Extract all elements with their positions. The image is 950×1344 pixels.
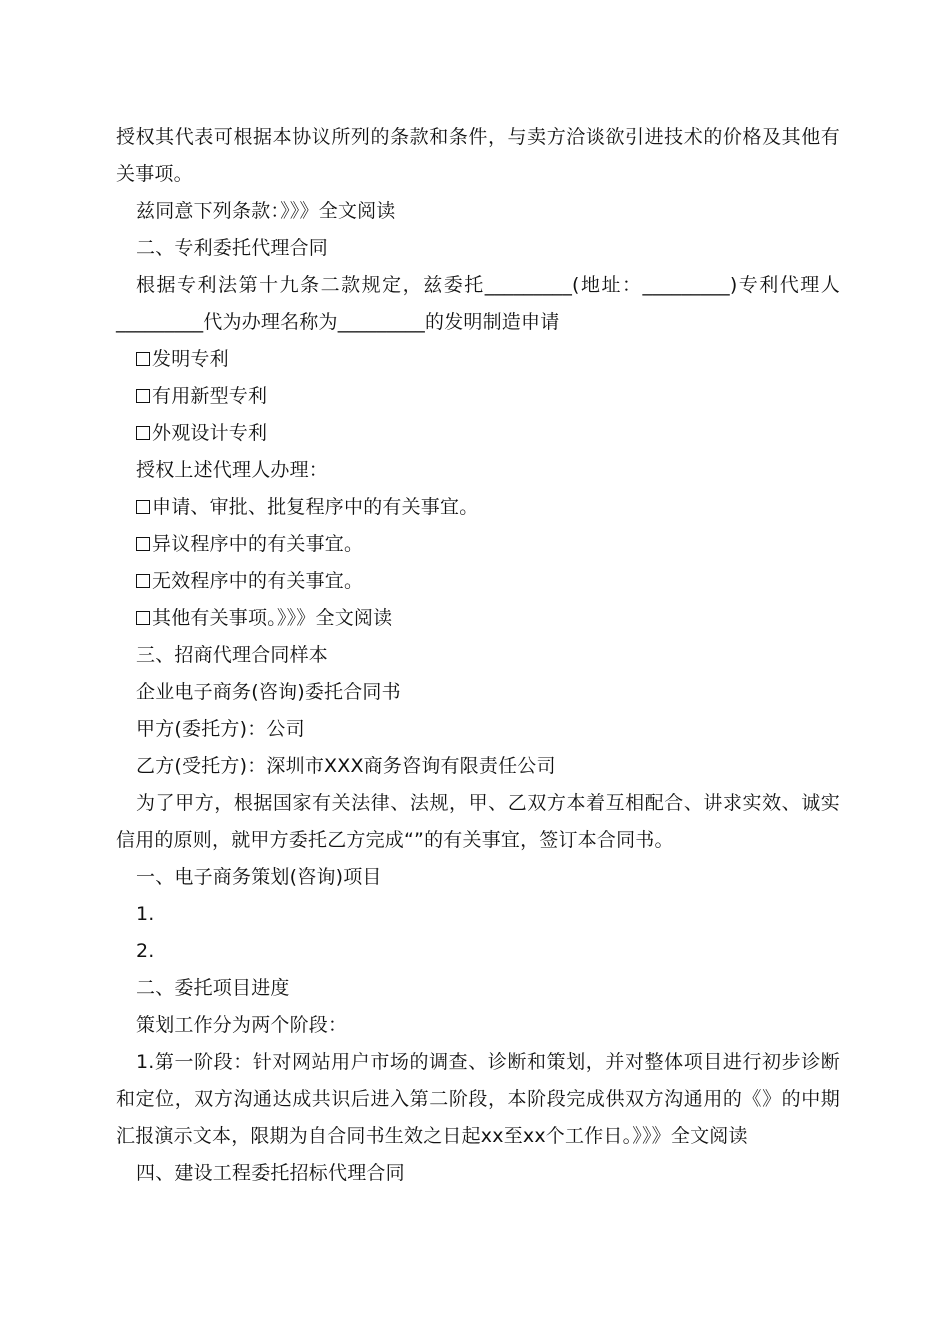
checkbox-icon <box>136 574 150 588</box>
checkbox-item-design <box>116 415 840 452</box>
checkbox-item-invention <box>116 341 840 378</box>
checkbox-label: 有用新型专利 <box>152 385 268 407</box>
checkbox-icon <box>136 611 150 625</box>
section-heading-progress: 二、委托项目进度 <box>136 977 290 999</box>
section-heading-project: 一、电子商务策划(咨询)项目 <box>136 866 382 888</box>
section-heading-patent: 二、专利委托代理合同 <box>136 237 329 259</box>
read-more-link-2[interactable]: 其他有关事项。》》》全文阅读 <box>152 607 393 629</box>
checkbox-item-utility-model <box>116 378 840 415</box>
paragraph-purpose: 为了甲方，根据国家有关法律、法规，甲、乙双方本着互相配合、讲求实效、诚实信用的原则，就甲方委托乙方完成“”的有关事宜，签订本合同书。 <box>116 792 840 851</box>
contract-title: 企业电子商务(咨询)委托合同书 <box>136 681 401 703</box>
party-a: 甲方(委托方)：公司 <box>136 718 305 740</box>
paragraph-stages: 策划工作分为两个阶段： <box>136 1014 348 1036</box>
checkbox-item-invalidation <box>116 563 840 600</box>
paragraph-authorization: 授权其代表可根据本协议所列的条款和条件，与卖方洽谈欲引进技术的价格及其他有关事项。 <box>116 126 840 185</box>
section-heading-investment: 三、招商代理合同样本 <box>136 644 329 666</box>
paragraph-stage-one: 1.第一阶段：针对网站用户市场的调查、诊断和策划，并对整体项目进行初步诊断和定位，双方沟通达成共识后进入第二阶段，本阶段完成供双方沟通用的《》的中期汇报演示文本，限期为自合同书生效之日起xx至xx个工作日。》》》全文阅读 <box>116 1051 840 1147</box>
list-item-1: 1. <box>136 903 155 925</box>
checkbox-item-other <box>116 600 840 637</box>
checkbox-icon <box>136 537 150 551</box>
checkbox-icon <box>136 426 150 440</box>
read-more-link-1[interactable]: 兹同意下列条款：》》》全文阅读 <box>136 200 396 222</box>
checkbox-label: 发明专利 <box>152 348 229 370</box>
party-b: 乙方(受托方)：深圳市XXX商务咨询有限责任公司 <box>136 755 556 777</box>
checkbox-label: 申请、审批、批复程序中的有关事宜。 <box>152 496 479 518</box>
checkbox-item-application <box>116 489 840 526</box>
paragraph-patent-clause: 根据专利法第十九条二款规定，兹委托_________(地址：_________)专利代理人_________代为办理名称为_________的发明制造申请 <box>116 274 840 333</box>
checkbox-label: 异议程序中的有关事宜。 <box>152 533 364 555</box>
checkbox-label: 无效程序中的有关事宜。 <box>152 570 364 592</box>
document-body <box>116 119 840 1192</box>
checkbox-icon <box>136 389 150 403</box>
list-item-2: 2. <box>136 940 155 962</box>
section-heading-bidding: 四、建设工程委托招标代理合同 <box>136 1162 405 1184</box>
checkbox-icon <box>136 352 150 366</box>
checkbox-item-opposition <box>116 526 840 563</box>
checkbox-label: 外观设计专利 <box>152 422 268 444</box>
checkbox-icon <box>136 500 150 514</box>
paragraph-authorize-agent: 授权上述代理人办理： <box>136 459 329 481</box>
